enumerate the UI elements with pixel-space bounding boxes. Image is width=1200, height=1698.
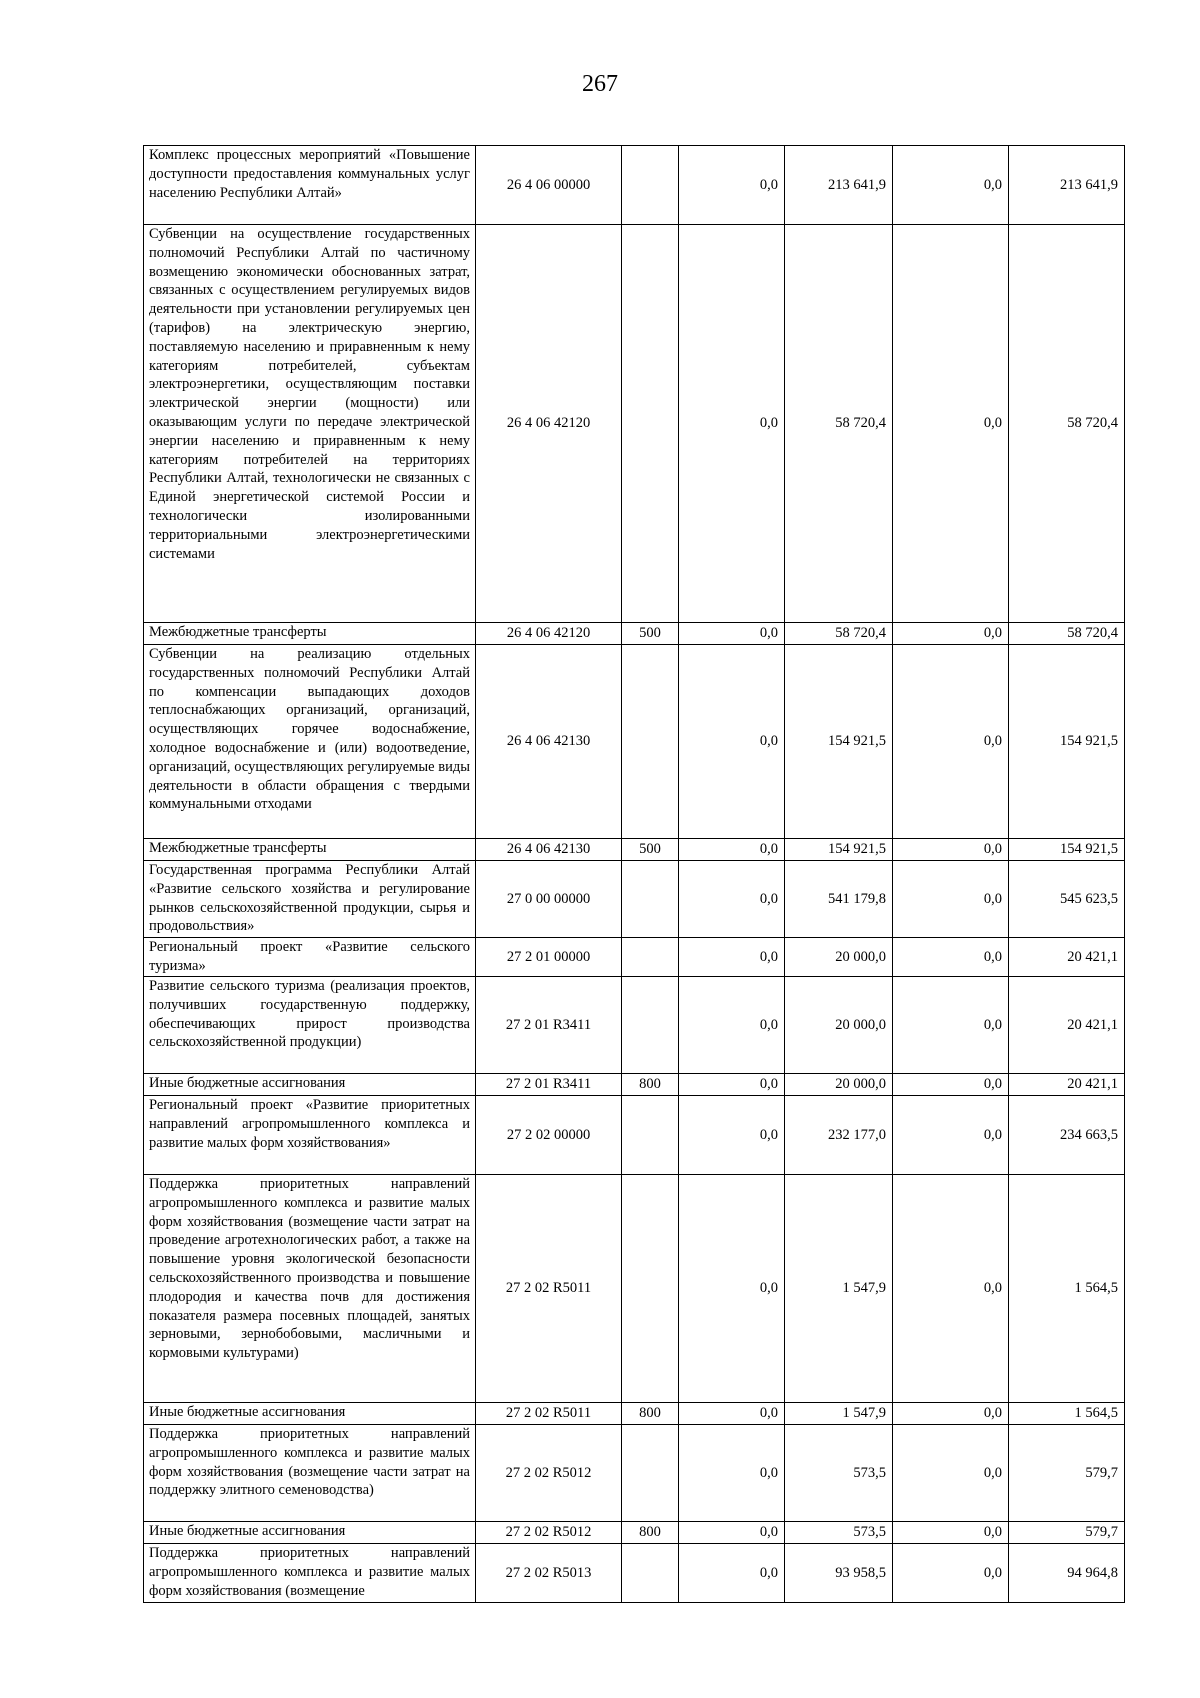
amount-4: 58 720,4 (1009, 225, 1125, 623)
amount-3: 0,0 (893, 1522, 1009, 1544)
amount-2: 573,5 (785, 1522, 893, 1544)
expense-type-code: 800 (622, 1074, 679, 1096)
expense-type-code: 500 (622, 623, 679, 645)
amount-1: 0,0 (679, 861, 785, 938)
amount-2: 1 547,9 (785, 1175, 893, 1403)
amount-1: 0,0 (679, 1074, 785, 1096)
amount-1: 0,0 (679, 1544, 785, 1603)
target-article-code: 27 2 02 R5011 (476, 1175, 622, 1403)
table-row (144, 977, 1125, 1074)
amount-3: 0,0 (893, 938, 1009, 977)
amount-3: 0,0 (893, 623, 1009, 645)
table-row (144, 1544, 1125, 1603)
amount-1: 0,0 (679, 938, 785, 977)
amount-4: 58 720,4 (1009, 623, 1125, 645)
item-name: Иные бюджетные ассигнования (144, 1403, 476, 1425)
expense-type-code (622, 645, 679, 839)
table-row (144, 645, 1125, 839)
item-name: Развитие сельского туризма (реализация проектов, получивших государственную поддержку, обеспечивающих прирост производства сельскохозяйственной продукции) (144, 977, 476, 1074)
expense-type-code (622, 977, 679, 1074)
expense-type-code (622, 1175, 679, 1403)
amount-4: 213 641,9 (1009, 146, 1125, 225)
table-row (144, 938, 1125, 977)
table-row (144, 1425, 1125, 1522)
table-row (144, 1175, 1125, 1403)
amount-3: 0,0 (893, 146, 1009, 225)
target-article-code: 27 2 02 R5013 (476, 1544, 622, 1603)
target-article-code: 26 4 06 42120 (476, 225, 622, 623)
item-name: Иные бюджетные ассигнования (144, 1074, 476, 1096)
amount-2: 58 720,4 (785, 225, 893, 623)
amount-4: 545 623,5 (1009, 861, 1125, 938)
target-article-code: 27 2 02 R5012 (476, 1522, 622, 1544)
table-row (144, 1522, 1125, 1544)
amount-4: 1 564,5 (1009, 1175, 1125, 1403)
amount-3: 0,0 (893, 1403, 1009, 1425)
item-name: Комплекс процессных мероприятий «Повышение доступности предоставления коммунальных услуг населению Республики Алтай» (144, 146, 476, 225)
expense-type-code: 800 (622, 1403, 679, 1425)
amount-1: 0,0 (679, 1175, 785, 1403)
amount-3: 0,0 (893, 977, 1009, 1074)
amount-1: 0,0 (679, 225, 785, 623)
amount-2: 1 547,9 (785, 1403, 893, 1425)
table-row (144, 225, 1125, 623)
amount-2: 573,5 (785, 1425, 893, 1522)
amount-3: 0,0 (893, 861, 1009, 938)
amount-3: 0,0 (893, 225, 1009, 623)
target-article-code: 27 2 01 R3411 (476, 977, 622, 1074)
amount-4: 20 421,1 (1009, 938, 1125, 977)
item-name: Региональный проект «Развитие сельского туризма» (144, 938, 476, 977)
target-article-code: 27 0 00 00000 (476, 861, 622, 938)
budget-table (143, 145, 1125, 1603)
amount-2: 232 177,0 (785, 1096, 893, 1175)
item-name: Региональный проект «Развитие приоритетных направлений агропромышленного комплекса и развитие малых форм хозяйствования» (144, 1096, 476, 1175)
table-row (144, 839, 1125, 861)
expense-type-code (622, 1544, 679, 1603)
page-number: 267 (582, 71, 618, 97)
table-row (144, 623, 1125, 645)
item-name: Государственная программа Республики Алтай «Развитие сельского хозяйства и регулирование рынков сельскохозяйственной продукции, сырья и продовольствия» (144, 861, 476, 938)
target-article-code: 27 2 01 00000 (476, 938, 622, 977)
item-name: Поддержка приоритетных направлений агропромышленного комплекса и развитие малых форм хозяйствования (возмещение (144, 1544, 476, 1603)
item-name: Иные бюджетные ассигнования (144, 1522, 476, 1544)
amount-4: 579,7 (1009, 1425, 1125, 1522)
target-article-code: 27 2 01 R3411 (476, 1074, 622, 1096)
expense-type-code (622, 938, 679, 977)
amount-2: 20 000,0 (785, 1074, 893, 1096)
target-article-code: 26 4 06 42130 (476, 839, 622, 861)
amount-2: 20 000,0 (785, 977, 893, 1074)
amount-3: 0,0 (893, 1096, 1009, 1175)
amount-2: 213 641,9 (785, 146, 893, 225)
item-name: Межбюджетные трансферты (144, 839, 476, 861)
amount-1: 0,0 (679, 1096, 785, 1175)
amount-1: 0,0 (679, 146, 785, 225)
amount-4: 154 921,5 (1009, 839, 1125, 861)
amount-4: 94 964,8 (1009, 1544, 1125, 1603)
amount-3: 0,0 (893, 1074, 1009, 1096)
amount-4: 20 421,1 (1009, 1074, 1125, 1096)
amount-2: 541 179,8 (785, 861, 893, 938)
amount-2: 58 720,4 (785, 623, 893, 645)
target-article-code: 26 4 06 42120 (476, 623, 622, 645)
amount-1: 0,0 (679, 623, 785, 645)
amount-3: 0,0 (893, 839, 1009, 861)
amount-1: 0,0 (679, 1522, 785, 1544)
expense-type-code (622, 146, 679, 225)
item-name: Поддержка приоритетных направлений агропромышленного комплекса и развитие малых форм хозяйствования (возмещение части затрат на проведение агротехнологических работ, а также на повышение уровня экологической безопасности сельскохозяйственного производства и повышение плодородия и качества почв для достижения показателя размера посевных площадей, занятых зерновыми, зернобобовыми, масличными и кормовыми культурами) (144, 1175, 476, 1403)
table-row (144, 146, 1125, 225)
amount-3: 0,0 (893, 1175, 1009, 1403)
table-row (144, 1403, 1125, 1425)
expense-type-code (622, 1425, 679, 1522)
table-row (144, 861, 1125, 938)
amount-1: 0,0 (679, 977, 785, 1074)
table-row (144, 1074, 1125, 1096)
target-article-code: 27 2 02 R5011 (476, 1403, 622, 1425)
expense-type-code (622, 225, 679, 623)
expense-type-code (622, 1096, 679, 1175)
amount-4: 1 564,5 (1009, 1403, 1125, 1425)
item-name: Субвенции на реализацию отдельных государственных полномочий Республики Алтай по компенсации выпадающих доходов теплоснабжающих организаций, организаций, осуществляющих горячее водоснабжение, холодное водоснабжение и (или) водоотведение, организаций, осуществляющих регулируемые виды деятельности в области обращения с твердыми коммунальными отходами (144, 645, 476, 839)
amount-3: 0,0 (893, 1544, 1009, 1603)
item-name: Субвенции на осуществление государственных полномочий Республики Алтай по частичному возмещению экономически обоснованных затрат, связанных с осуществлением регулируемых видов деятельности при установлении регулируемых цен (тарифов) на электрическую энергию, поставляемую населению и приравненным к нему категориям потребителей, субъектам электроэнергетики, осуществляющим поставки электрической энергии (мощности) или оказывающим услуги по передаче электрической энергии населению и приравненным к нему категориям потребителей на территориях Республики Алтай, технологически не связанных с Единой энергетической системой России и технологически изолированными территориальными электроэнергетическими системами (144, 225, 476, 623)
expense-type-code: 800 (622, 1522, 679, 1544)
item-name: Поддержка приоритетных направлений агропромышленного комплекса и развитие малых форм хозяйствования (возмещение части затрат на поддержку элитного семеноводства) (144, 1425, 476, 1522)
target-article-code: 26 4 06 00000 (476, 146, 622, 225)
amount-1: 0,0 (679, 1403, 785, 1425)
expense-type-code (622, 861, 679, 938)
target-article-code: 27 2 02 00000 (476, 1096, 622, 1175)
amount-2: 154 921,5 (785, 645, 893, 839)
amount-3: 0,0 (893, 1425, 1009, 1522)
amount-2: 93 958,5 (785, 1544, 893, 1603)
amount-3: 0,0 (893, 645, 1009, 839)
amount-4: 234 663,5 (1009, 1096, 1125, 1175)
target-article-code: 27 2 02 R5012 (476, 1425, 622, 1522)
amount-2: 154 921,5 (785, 839, 893, 861)
amount-4: 154 921,5 (1009, 645, 1125, 839)
table-row (144, 1096, 1125, 1175)
amount-4: 20 421,1 (1009, 977, 1125, 1074)
expense-type-code: 500 (622, 839, 679, 861)
target-article-code: 26 4 06 42130 (476, 645, 622, 839)
amount-1: 0,0 (679, 645, 785, 839)
amount-1: 0,0 (679, 1425, 785, 1522)
amount-2: 20 000,0 (785, 938, 893, 977)
amount-1: 0,0 (679, 839, 785, 861)
amount-4: 579,7 (1009, 1522, 1125, 1544)
item-name: Межбюджетные трансферты (144, 623, 476, 645)
